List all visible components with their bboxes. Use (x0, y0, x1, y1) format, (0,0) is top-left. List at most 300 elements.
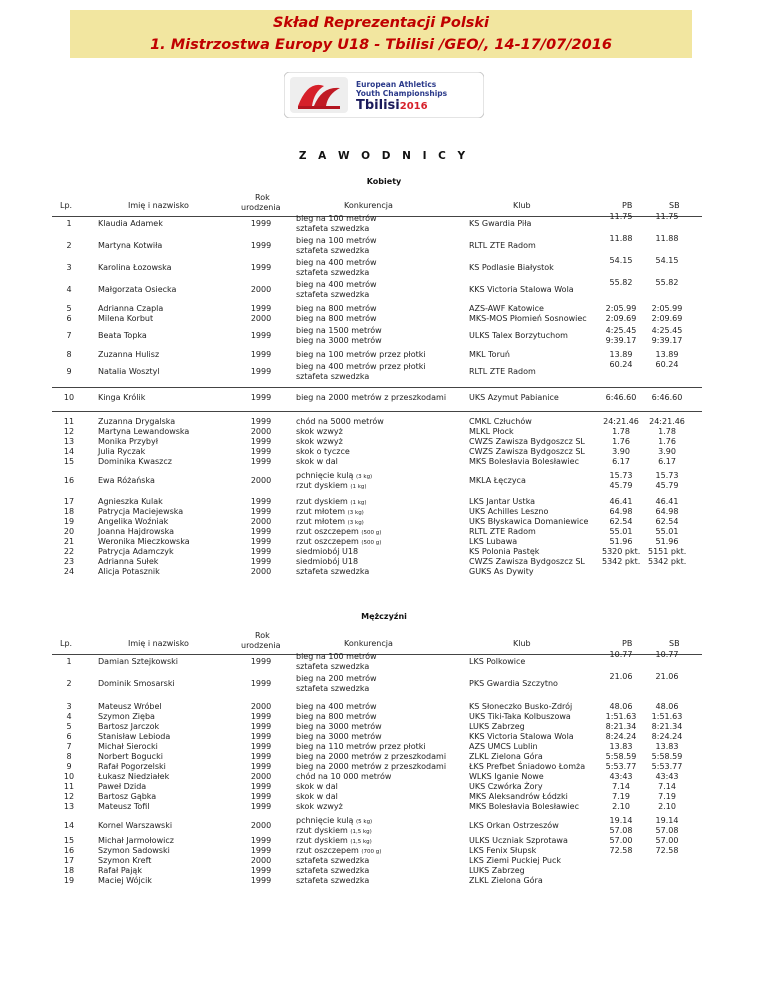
page-subtitle: 1. Mistrzostwa Europy U18 - Tbilisi /GEO/, 14-17/07/2016 (150, 37, 612, 53)
birth-year: 1999 (250, 866, 272, 875)
season-best: 3.90 (658, 447, 676, 456)
row-number: 7 (66, 742, 72, 751)
athlete-name: Stanisław Lebioda (98, 732, 171, 741)
row-number: 11 (63, 417, 75, 426)
personal-best: 5:53.77 (605, 762, 637, 771)
personal-best: 4:25.45 (605, 326, 637, 335)
personal-best: 6:46.60 (605, 393, 637, 402)
season-best: 5151 pkt. (648, 547, 687, 556)
club-name: KS Podlasie Białystok (469, 263, 554, 272)
season-best: 9:39.17 (651, 336, 683, 345)
personal-best: 10.77 (609, 650, 633, 659)
birth-year: 1999 (250, 457, 272, 466)
athlete-name: Agnieszka Kulak (98, 497, 163, 506)
season-best: 8:21.34 (651, 722, 683, 731)
season-best: 55.01 (655, 527, 679, 536)
season-best: 57.00 (655, 836, 679, 845)
birth-year: 2000 (250, 427, 272, 436)
season-best: 10.77 (655, 650, 679, 659)
row-number: 15 (63, 836, 75, 845)
col-header-club: Klub (513, 201, 531, 210)
athlete-name: Monika Przybył (98, 437, 159, 446)
personal-best: 21.06 (609, 672, 633, 681)
athlete-name: Joanna Hajdrowska (98, 527, 175, 536)
personal-best: 60.24 (609, 360, 633, 369)
season-best: 7.19 (658, 792, 676, 801)
event-name: bieg na 400 metrów przez płotki (296, 362, 426, 371)
event-name: rzut oszczepem (700 g) (296, 846, 382, 855)
birth-year: 1999 (250, 722, 272, 731)
season-best: 11.88 (655, 234, 679, 243)
club-name: CMKL Człuchów (469, 417, 532, 426)
row-number: 5 (66, 304, 72, 313)
event-name: sztafeta szwedzka (296, 268, 370, 277)
event-name: bieg na 3000 metrów (296, 336, 382, 345)
personal-best: 45.79 (609, 481, 633, 490)
birth-year: 1999 (250, 836, 272, 845)
athlete-name: Norbert Bogucki (98, 752, 163, 761)
season-best: 43:43 (655, 772, 679, 781)
event-name: chód na 10 000 metrów (296, 772, 392, 781)
row-number: 19 (63, 876, 75, 885)
birth-year: 2000 (250, 476, 272, 485)
club-name: MKLA Łęczyca (469, 476, 526, 485)
club-name: KKS Victoria Stalowa Wola (469, 285, 574, 294)
personal-best: 2:09.69 (605, 314, 637, 323)
club-name: ZLKL Zielona Góra (469, 752, 543, 761)
row-number: 10 (63, 772, 75, 781)
event-name: sztafeta szwedzka (296, 684, 370, 693)
personal-best: 6.17 (612, 457, 630, 466)
club-name: RLTL ZTE Radom (469, 241, 536, 250)
event-name: rzut oszczepem (500 g) (296, 537, 382, 546)
birth-year: 1999 (250, 802, 272, 811)
event-name: skok w dal (296, 792, 338, 801)
season-best: 15.73 (655, 471, 679, 480)
logo-city: Tbilisi2016 (356, 98, 428, 113)
event-name: sztafeta szwedzka (296, 876, 370, 885)
row-number: 10 (63, 393, 75, 402)
club-name: ŁKS Prefbet Śniadowo Łomża (469, 762, 586, 771)
birth-year: 1999 (250, 657, 272, 666)
athlete-name: Adrianna Czapla (98, 304, 164, 313)
season-best: 4:25.45 (651, 326, 683, 335)
birth-year: 1999 (250, 876, 272, 885)
club-name: LKS Lubawa (469, 537, 518, 546)
club-name: KS Polonia Pastęk (469, 547, 540, 556)
club-name: UKS Błyskawica Domaniewice (469, 517, 589, 526)
row-number: 15 (63, 457, 75, 466)
club-name: ULKS Uczniak Szprotawa (469, 836, 568, 845)
row-number: 8 (66, 350, 72, 359)
athlete-name: Julia Ryczak (98, 447, 146, 456)
row-number: 14 (63, 821, 75, 830)
row-number: 1 (66, 657, 72, 666)
athlete-name: Dominik Smosarski (98, 679, 175, 688)
event-name: bieg na 3000 metrów (296, 732, 382, 741)
event-weight-note: (1 kg) (350, 500, 367, 506)
event-weight-note: (1,5 kg) (350, 829, 372, 835)
row-number: 12 (63, 792, 75, 801)
birth-year: 2000 (250, 285, 272, 294)
season-best: 5:53.77 (651, 762, 683, 771)
row-number: 9 (66, 367, 72, 376)
athlete-name: Martyna Kotwiła (98, 241, 163, 250)
event-name: bieg na 800 metrów (296, 304, 377, 313)
women-heading: Kobiety (366, 177, 402, 186)
club-name: UKS Czwórka Żory (469, 782, 543, 791)
page-title: Skład Reprezentacji Polski (272, 15, 490, 31)
event-name: rzut młotem (3 kg) (296, 507, 364, 516)
event-name: bieg na 2000 metrów z przeszkodami (296, 393, 447, 402)
row-number: 9 (66, 762, 72, 771)
athlete-name: Beata Topka (98, 331, 147, 340)
personal-best: 11.88 (609, 234, 633, 243)
col-header-sb: SB (669, 639, 680, 648)
birth-year: 1999 (250, 846, 272, 855)
event-name: chód na 5000 metrów (296, 417, 384, 426)
club-name: LKS Jantar Ustka (469, 497, 536, 506)
personal-best: 8:24.24 (605, 732, 637, 741)
athlete-name: Weronika Mieczkowska (98, 537, 190, 546)
event-name: bieg na 800 metrów (296, 314, 377, 323)
season-best: 1.76 (658, 437, 676, 446)
season-best: 8:24.24 (651, 732, 683, 741)
col-header-pb: PB (622, 201, 633, 210)
col-header-lp: Lp. (60, 639, 73, 648)
season-best: 13.83 (655, 742, 679, 751)
club-name: ZLKL Zielona Góra (469, 876, 543, 885)
col-header-year: Rok (255, 631, 270, 640)
event-name: rzut dyskiem (1 kg) (296, 481, 367, 490)
athlete-name: Paweł Dzida (98, 782, 147, 791)
personal-best: 11.75 (609, 212, 633, 221)
birth-year: 1999 (250, 762, 272, 771)
season-best: 64.98 (655, 507, 679, 516)
event-name: rzut dyskiem (1,5 kg) (296, 836, 372, 845)
event-name: sztafeta szwedzka (296, 866, 370, 875)
season-best: 51.96 (655, 537, 679, 546)
personal-best: 64.98 (609, 507, 633, 516)
club-name: KS Gwardia Piła (469, 219, 532, 228)
row-number: 16 (63, 846, 75, 855)
row-number: 16 (63, 476, 75, 485)
athlete-name: Rafał Pająk (98, 866, 142, 875)
birth-year: 2000 (250, 702, 272, 711)
birth-year: 2000 (250, 772, 272, 781)
col-header-pb: PB (622, 639, 633, 648)
club-name: MKS Bolesłavia Bolesławiec (469, 802, 579, 811)
section-rule (52, 411, 702, 412)
col-header-club: Klub (513, 639, 531, 648)
row-number: 18 (63, 507, 75, 516)
club-name: RLTL ZTE Radom (469, 367, 536, 376)
athlete-name: Michał Jarmołowicz (98, 836, 174, 845)
birth-year: 1999 (250, 547, 272, 556)
personal-best: 1.78 (612, 427, 630, 436)
personal-best: 57.00 (609, 836, 633, 845)
club-name: MLKL Płock (469, 427, 514, 436)
birth-year: 2000 (250, 567, 272, 576)
athlete-name: Damian Sztejkowski (98, 657, 178, 666)
birth-year: 1999 (250, 679, 272, 688)
event-name: bieg na 100 metrów (296, 652, 377, 661)
athlete-name: Michał Sierocki (98, 742, 158, 751)
title-banner (70, 10, 692, 58)
club-name: AZS UMCS Lublin (469, 742, 538, 751)
club-name: KKS Victoria Stalowa Wola (469, 732, 574, 741)
athlete-name: Karolina Łozowska (98, 263, 172, 272)
club-name: MKL Toruń (469, 350, 510, 359)
personal-best: 24:21.46 (603, 417, 639, 426)
athlete-name: Zuzanna Hulisz (98, 350, 160, 359)
athlete-name: Zuzanna Drygalska (98, 417, 176, 426)
athlete-name: Łukasz Niedziałek (98, 772, 170, 781)
event-weight-note: (3 kg) (355, 474, 373, 480)
birth-year: 2000 (250, 314, 272, 323)
birth-year: 1999 (250, 447, 272, 456)
season-best: 6:46.60 (651, 393, 683, 402)
event-name: bieg na 1500 metrów (296, 326, 382, 335)
birth-year: 2000 (250, 856, 272, 865)
birth-year: 1999 (250, 219, 272, 228)
event-name: bieg na 3000 metrów (296, 722, 382, 731)
season-best: 5:58.59 (651, 752, 683, 761)
athlete-name: Martyna Lewandowska (98, 427, 190, 436)
personal-best: 13.83 (609, 742, 633, 751)
birth-year: 1999 (250, 752, 272, 761)
birth-year: 1999 (250, 742, 272, 751)
col-header-sb: SB (669, 201, 680, 210)
athlete-name: Adrianna Sułek (98, 557, 159, 566)
season-best: 11.75 (655, 212, 679, 221)
club-name: UKS Azymut Pabianice (469, 393, 559, 402)
personal-best: 5342 pkt. (602, 557, 641, 566)
birth-year: 1999 (250, 437, 272, 446)
row-number: 21 (63, 537, 75, 546)
birth-year: 1999 (250, 367, 272, 376)
personal-best: 3.90 (612, 447, 630, 456)
athlete-name: Natalia Wosztyl (98, 367, 160, 376)
personal-best: 5:58.59 (605, 752, 637, 761)
athlete-name: Szymon Kreft (98, 856, 152, 865)
club-name: CWZS Zawisza Bydgoszcz SL (469, 447, 585, 456)
personal-best: 13.89 (609, 350, 633, 359)
club-name: AZS-AWF Katowice (469, 304, 544, 313)
personal-best: 8:21.34 (605, 722, 637, 731)
event-name: skok wzwyż (296, 437, 343, 446)
season-best: 55.82 (655, 278, 679, 287)
club-name: WLKS Iganie Nowe (469, 772, 544, 781)
event-name: bieg na 2000 metrów z przeszkodami (296, 752, 447, 761)
personal-best: 46.41 (609, 497, 633, 506)
club-name: MKS-MOS Płomień Sosnowiec (469, 314, 587, 323)
birth-year: 1999 (250, 792, 272, 801)
club-name: MKS Bolesłavia Bolesławiec (469, 457, 579, 466)
event-name: bieg na 400 metrów (296, 702, 377, 711)
event-name: sztafeta szwedzka (296, 567, 370, 576)
club-name: LKS Ziemi Puckiej Puck (469, 856, 561, 865)
birth-year: 1999 (250, 537, 272, 546)
athlete-name: Ewa Różańska (98, 476, 155, 485)
row-number: 24 (63, 567, 75, 576)
personal-best: 9:39.17 (605, 336, 637, 345)
event-name: skok wzwyż (296, 427, 343, 436)
birth-year: 1999 (250, 782, 272, 791)
season-best: 2.10 (658, 802, 676, 811)
birth-year: 1999 (250, 241, 272, 250)
event-name: bieg na 100 metrów przez płotki (296, 350, 426, 359)
event-name: skok wzwyż (296, 802, 343, 811)
col-header-event: Konkurencja (344, 639, 393, 648)
event-name: bieg na 400 metrów (296, 258, 377, 267)
personal-best: 7.14 (612, 782, 630, 791)
season-best: 5342 pkt. (648, 557, 687, 566)
athlete-name: Kinga Królik (98, 393, 146, 402)
event-name: skok w dal (296, 782, 338, 791)
col-header-year-2: urodzenia (241, 203, 281, 212)
athlete-name: Patrycja Adamczyk (98, 547, 174, 556)
row-number: 3 (66, 263, 72, 272)
personal-best: 57.08 (609, 826, 633, 835)
club-name: KS Słoneczko Busko-Zdrój (469, 702, 573, 711)
event-name: skok w dal (296, 457, 338, 466)
personal-best: 48.06 (609, 702, 633, 711)
birth-year: 1999 (250, 331, 272, 340)
men-heading: Mężczyźni (361, 612, 407, 621)
athlete-name: Bartosz Gąbka (98, 792, 157, 801)
row-number: 13 (63, 802, 75, 811)
athlete-name: Klaudia Adamek (98, 219, 163, 228)
personal-best: 19.14 (609, 816, 633, 825)
col-header-year: Rok (255, 193, 270, 202)
event-name: pchnięcie kulą (3 kg) (296, 471, 373, 480)
season-best: 2:09.69 (651, 314, 683, 323)
event-weight-note: (1,5 kg) (350, 839, 372, 845)
birth-year: 1999 (250, 507, 272, 516)
row-number: 7 (66, 331, 72, 340)
personal-best: 2.10 (612, 802, 630, 811)
club-name: LKS Polkowice (469, 657, 526, 666)
club-name: CWZS Zawisza Bydgoszcz SL (469, 557, 585, 566)
event-weight-note: (5 kg) (355, 819, 373, 825)
birth-year: 1999 (250, 497, 272, 506)
club-name: UKS Achilles Leszno (469, 507, 549, 516)
club-name: LKS Orkan Ostrzeszów (469, 821, 559, 830)
athlete-name: Mateusz Tofil (98, 802, 150, 811)
row-number: 2 (66, 241, 72, 250)
event-weight-note: (1 kg) (350, 484, 367, 490)
athlete-name: Milena Korbut (98, 314, 154, 323)
season-best: 1.78 (658, 427, 676, 436)
personal-best: 55.01 (609, 527, 633, 536)
season-best: 57.08 (655, 826, 679, 835)
season-best: 13.89 (655, 350, 679, 359)
row-number: 20 (63, 527, 75, 536)
row-number: 14 (63, 447, 75, 456)
club-name: MKS Aleksandrów Łódzki (469, 792, 568, 801)
row-number: 12 (63, 427, 75, 436)
season-best: 54.15 (655, 256, 679, 265)
season-best: 24:21.46 (649, 417, 685, 426)
athlete-name: Maciej Wójcik (98, 876, 152, 885)
event-name: sztafeta szwedzka (296, 224, 370, 233)
season-best: 2:05.99 (651, 304, 683, 313)
athlete-name: Małgorzata Osiecka (98, 285, 177, 294)
row-number: 2 (66, 679, 72, 688)
event-weight-note: (700 g) (361, 849, 382, 855)
birth-year: 1999 (250, 557, 272, 566)
event-name: siedmiobój U18 (296, 557, 359, 566)
athlete-name: Bartosz Jarczok (98, 722, 160, 731)
col-header-name: Imię i nazwisko (128, 201, 189, 210)
row-number: 6 (66, 314, 72, 323)
birth-year: 1999 (250, 350, 272, 359)
season-best: 1:51.63 (651, 712, 683, 721)
birth-year: 1999 (250, 304, 272, 313)
event-name: bieg na 2000 metrów z przeszkodami (296, 762, 447, 771)
event-name: bieg na 800 metrów (296, 712, 377, 721)
athlete-name: Kornel Warszawski (98, 821, 173, 830)
season-best: 19.14 (655, 816, 679, 825)
event-weight-note: (3 kg) (347, 520, 364, 526)
season-best: 46.41 (655, 497, 679, 506)
logo-text: European Athletics Youth Championships (356, 80, 448, 98)
row-number: 17 (63, 856, 75, 865)
event-name: sztafeta szwedzka (296, 856, 370, 865)
row-number: 1 (66, 219, 72, 228)
season-best: 62.54 (655, 517, 679, 526)
event-name: siedmiobój U18 (296, 547, 359, 556)
event-name: bieg na 100 metrów (296, 236, 377, 245)
personal-best: 1:51.63 (605, 712, 637, 721)
personal-best: 51.96 (609, 537, 633, 546)
club-name: GUKS As Dywity (469, 567, 534, 576)
birth-year: 2000 (250, 821, 272, 830)
birth-year: 2000 (250, 517, 272, 526)
birth-year: 1999 (250, 527, 272, 536)
season-best: 7.14 (658, 782, 676, 791)
personal-best: 72.58 (609, 846, 633, 855)
season-best: 21.06 (655, 672, 679, 681)
event-weight-note: (3 kg) (347, 510, 364, 516)
row-number: 8 (66, 752, 72, 761)
row-number: 19 (63, 517, 75, 526)
section-title: Z A W O D N I C Y (298, 150, 470, 162)
row-number: 23 (63, 557, 75, 566)
club-name: CWZS Zawisza Bydgoszcz SL (469, 437, 585, 446)
personal-best: 2:05.99 (605, 304, 637, 313)
row-number: 22 (63, 547, 75, 556)
club-name: PKS Gwardia Szczytno (469, 679, 558, 688)
event-name: rzut dyskiem (1,5 kg) (296, 826, 372, 835)
athlete-name: Patrycja Maciejewska (98, 507, 184, 516)
personal-best: 55.82 (609, 278, 633, 287)
personal-best: 1.76 (612, 437, 630, 446)
event-name: rzut młotem (3 kg) (296, 517, 364, 526)
col-header-event: Konkurencja (344, 201, 393, 210)
event-name: bieg na 200 metrów (296, 674, 377, 683)
row-number: 11 (63, 782, 75, 791)
personal-best: 15.73 (609, 471, 633, 480)
club-name: RLTL ZTE Radom (469, 527, 536, 536)
birth-year: 1999 (250, 417, 272, 426)
personal-best: 43:43 (609, 772, 633, 781)
club-name: UKS Tiki-Taka Kolbuszowa (469, 712, 571, 721)
row-number: 4 (66, 712, 72, 721)
row-number: 18 (63, 866, 75, 875)
birth-year: 1999 (250, 263, 272, 272)
